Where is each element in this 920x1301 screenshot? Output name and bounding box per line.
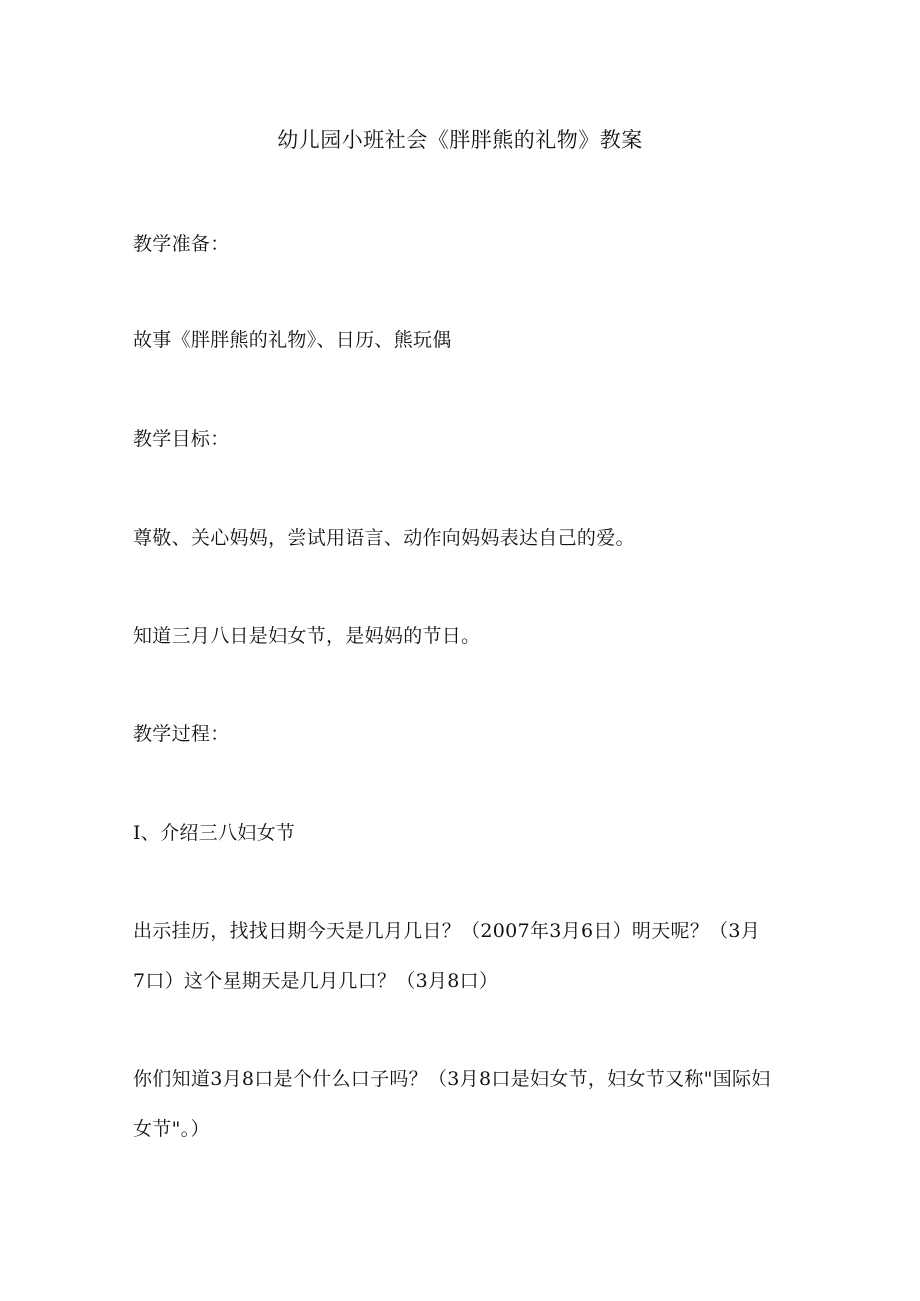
section-heading-goals [133, 414, 793, 464]
document-title: 幼儿园小班社会《胖胖熊的礼物》教案 [277, 128, 643, 152]
paragraph-line: 女节"。） [133, 1118, 210, 1140]
paragraph-goal-2 [133, 611, 793, 661]
paragraph-line: 故事《胖胖熊的礼物》、日历、熊玩偶 [133, 329, 452, 351]
section-heading-process [133, 709, 793, 759]
paragraph-calendar [133, 906, 793, 1006]
paragraph-materials [133, 315, 793, 365]
paragraph-line: 教学过程： [133, 723, 230, 745]
paragraph-womens-day [133, 1054, 793, 1154]
paragraph-line: 尊敬、关心妈妈，尝试用语言、动作向妈妈表达自己的爱。 [133, 527, 635, 549]
paragraph-line: 7口）这个星期天是几月几口？（3月8口） [133, 970, 499, 992]
section-heading-preparation [133, 219, 793, 269]
paragraph-step-1 [133, 808, 793, 858]
paragraph-line: 你们知道3月8口是个什么口子吗？（3月8口是妇女节，妇女节又称"国际妇 [133, 1068, 771, 1090]
paragraph-line: 出示挂历，找找日期今天是几月几日？（2007年3月6日）明天呢？（3月 [133, 920, 761, 942]
paragraph-goal-1 [133, 513, 793, 563]
paragraph-line: I、介绍三八妇女节 [133, 822, 296, 844]
paragraph-line: 教学准备： [133, 233, 230, 255]
paragraph-line: 教学目标： [133, 428, 230, 450]
paragraph-line: 知道三月八日是妇女节，是妈妈的节日。 [133, 625, 481, 647]
